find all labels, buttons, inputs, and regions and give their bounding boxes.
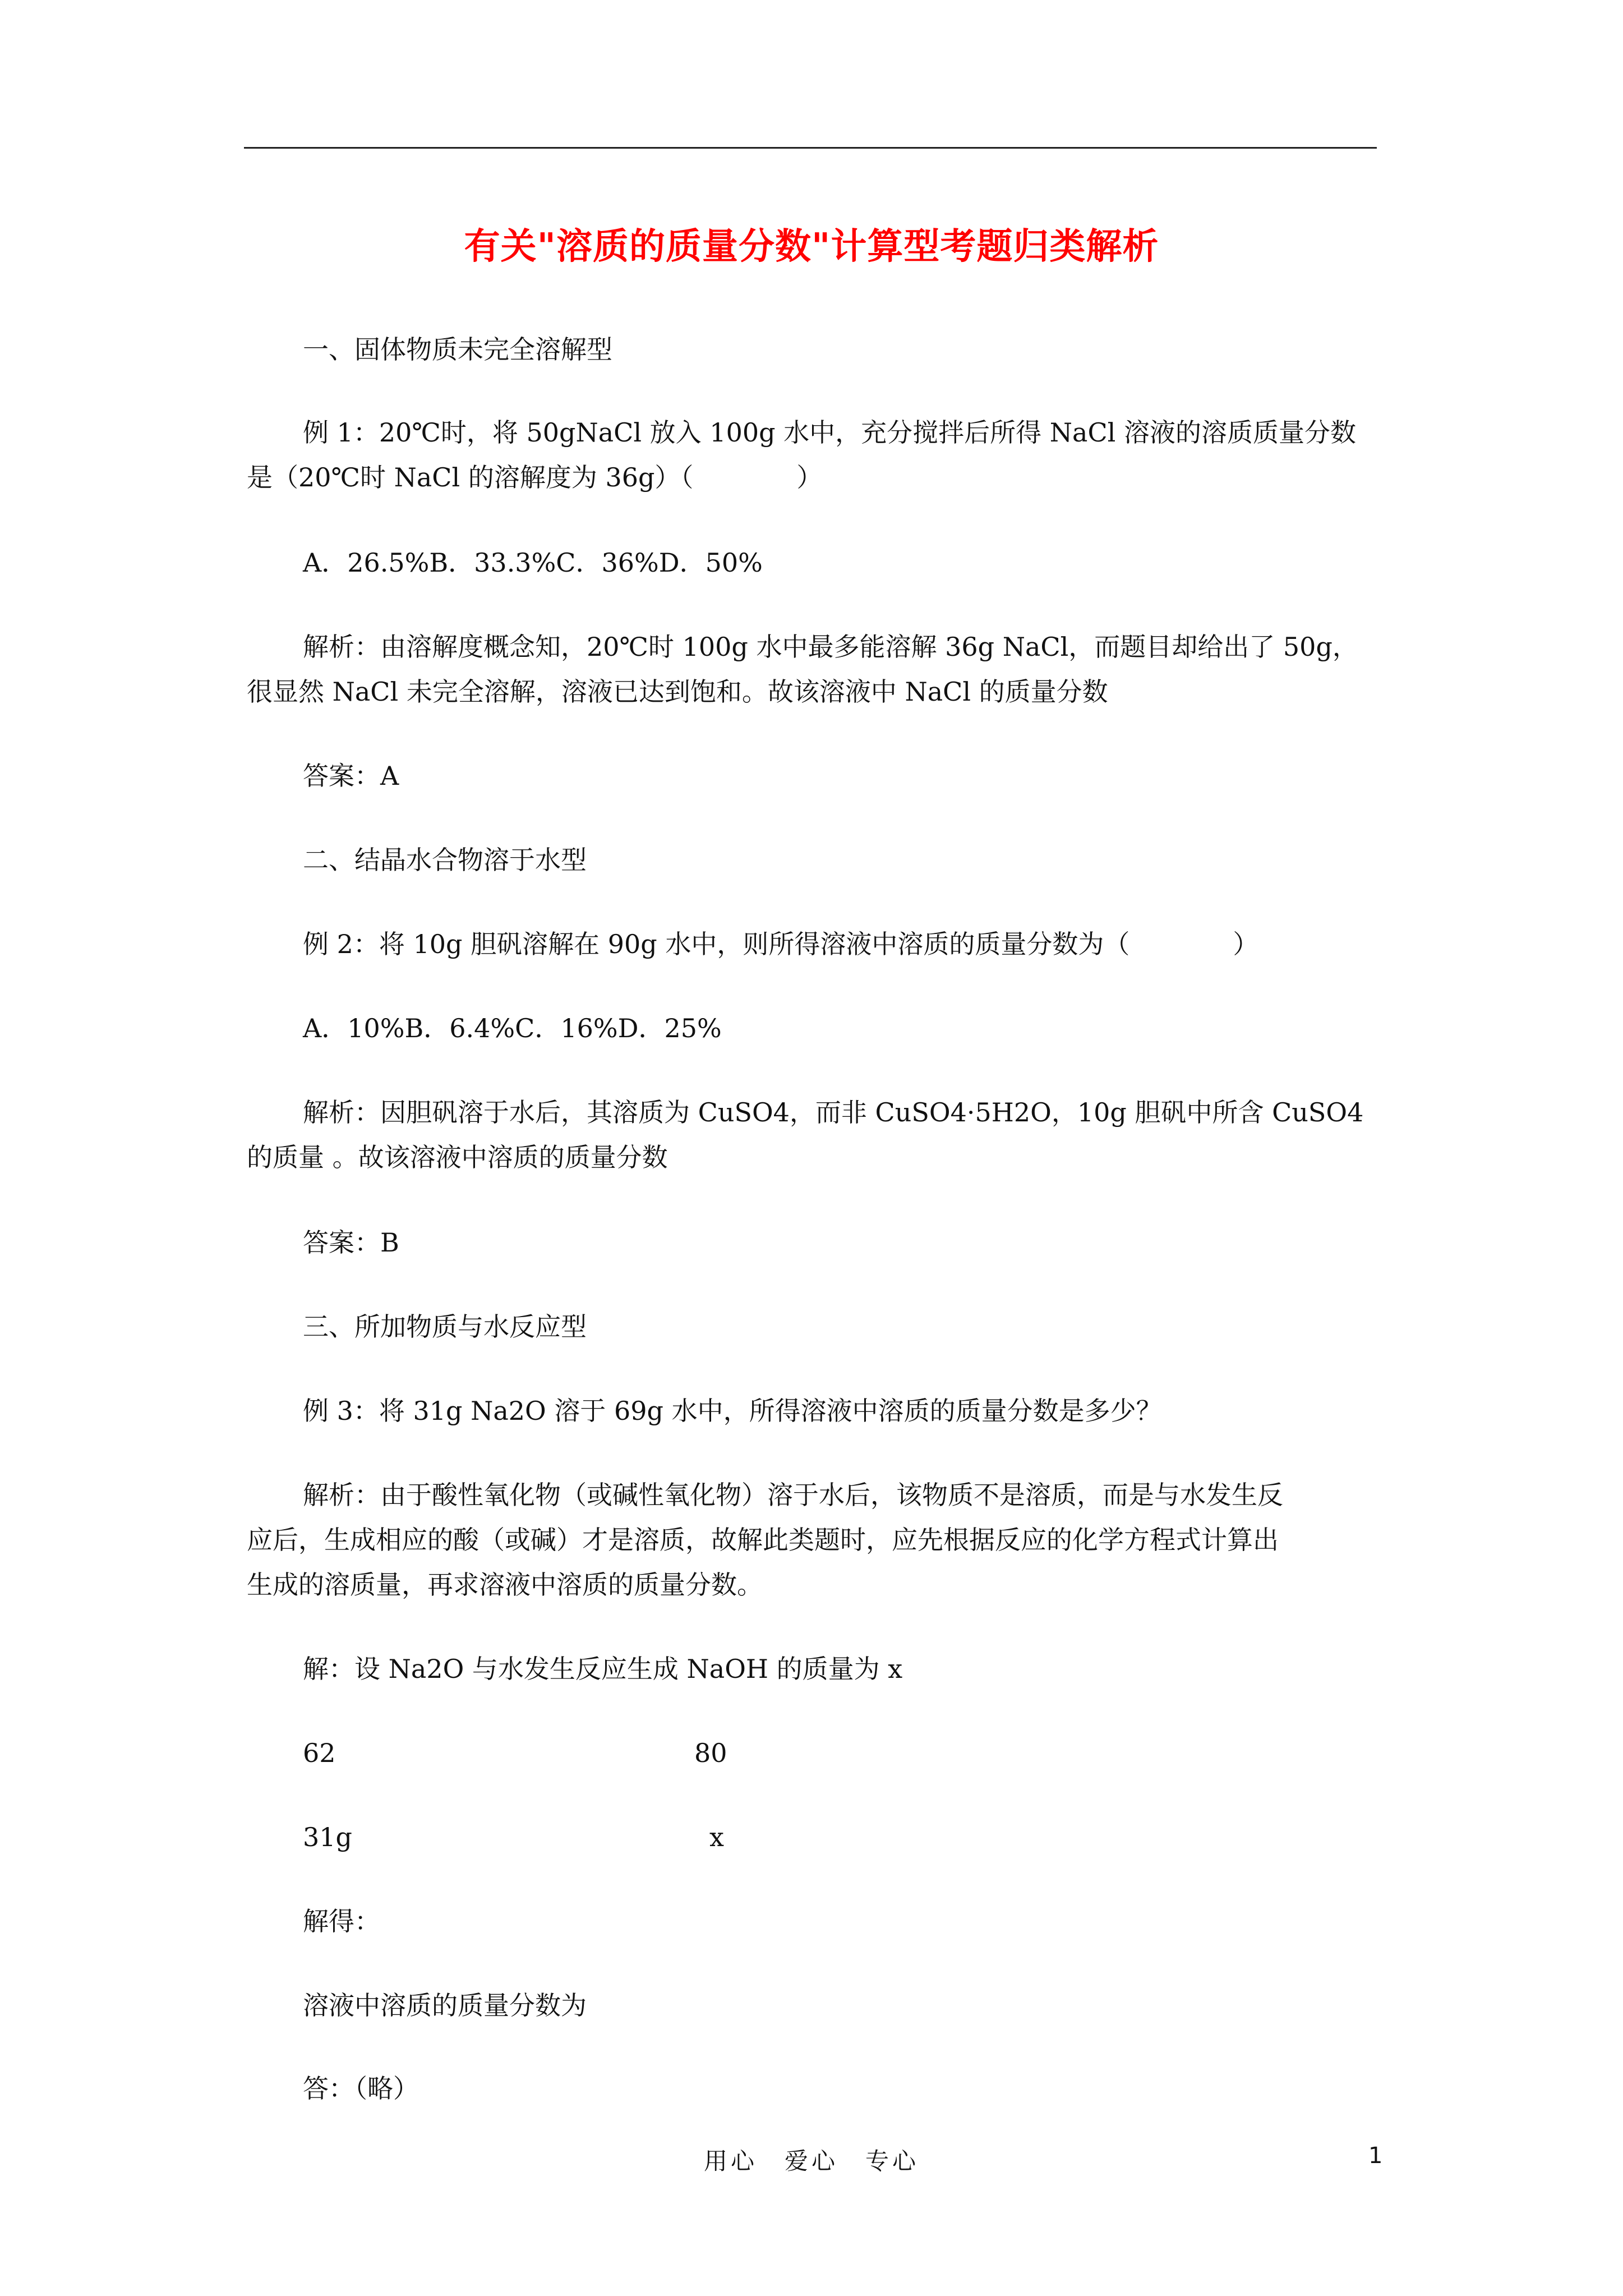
section-3-solution-intro: 解：设 Na2O 与水发生反应生成 NaOH 的质量为 x xyxy=(303,1654,903,1684)
section-3-row-1-left: 62 xyxy=(303,1738,336,1768)
section-3-question-line-1: 例 3：将 31g Na2O 溶于 69g 水中，所得溶液中溶质的质量分数是多少？ xyxy=(303,1396,1162,1426)
section-2-options: A．10%B．6.4%C．16%D．25% xyxy=(303,1013,722,1043)
section-1-analysis-line-2: 很显然 NaCl 未完全溶解，溶液已达到饱和。故该溶液中 NaCl 的质量分数 xyxy=(247,677,1108,707)
section-2-heading: 二、结晶水合物溶于水型 xyxy=(303,845,587,875)
section-3-analysis-line-2: 应后，生成相应的酸（或碱）才是溶质，故解此类题时，应先根据反应的化学方程式计算出 xyxy=(247,1525,1279,1555)
section-3-row-2-right: x xyxy=(709,1822,724,1852)
footer-motto: 用心 爱心 专心 xyxy=(703,2147,919,2175)
section-2-analysis-line-1: 解析：因胆矾溶于水后，其溶质为 CuSO4，而非 CuSO4·5H2O，10g 胆矾中所含 CuSO4 xyxy=(303,1097,1364,1128)
section-3-answer: 答：（略） xyxy=(303,2073,419,2104)
section-1-analysis-line-1: 解析：由溶解度概念知，20℃时 100g 水中最多能溶解 36g NaCl，而题目却给出了 50g， xyxy=(303,632,1358,662)
section-3-analysis-line-1: 解析：由于酸性氧化物（或碱性氧化物）溶于水后，该物质不是溶质，而是与水发生反 xyxy=(303,1480,1283,1510)
section-1-heading: 一、固体物质未完全溶解型 xyxy=(303,334,612,365)
header-rule xyxy=(244,147,1377,149)
section-3-heading: 三、所加物质与水反应型 xyxy=(303,1312,587,1342)
section-2-question-line-1: 例 2：将 10g 胆矾溶解在 90g 水中，则所得溶液中溶质的质量分数为（ ） xyxy=(303,929,1259,959)
section-1-question-line-2: 是（20℃时 NaCl 的溶解度为 36g）（ ） xyxy=(247,462,823,493)
section-3-row-1-right: 80 xyxy=(694,1738,727,1768)
section-2-answer: 答案：B xyxy=(303,1227,399,1258)
document-title: 有关"溶质的质量分数"计算型考题归类解析 xyxy=(464,226,1159,268)
page-number: 1 xyxy=(1368,2143,1383,2169)
section-1-options: A．26.5%B．33.3%C．36%D．50% xyxy=(303,547,763,578)
section-3-analysis-line-3: 生成的溶质量，再求溶液中溶质的质量分数。 xyxy=(247,1570,763,1600)
section-2-analysis-line-2: 的质量 。故该溶液中溶质的质量分数 xyxy=(247,1142,668,1172)
section-3-solved: 解得： xyxy=(303,1906,380,1936)
section-1-answer: 答案：A xyxy=(303,761,399,791)
section-1-question-line-1: 例 1：20℃时，将 50gNaCl 放入 100g 水中，充分搅拌后所得 NaCl 溶液的溶质质量分数 xyxy=(303,417,1357,448)
section-3-row-2-left: 31g xyxy=(303,1822,352,1852)
section-3-result: 溶液中溶质的质量分数为 xyxy=(303,1990,587,2021)
